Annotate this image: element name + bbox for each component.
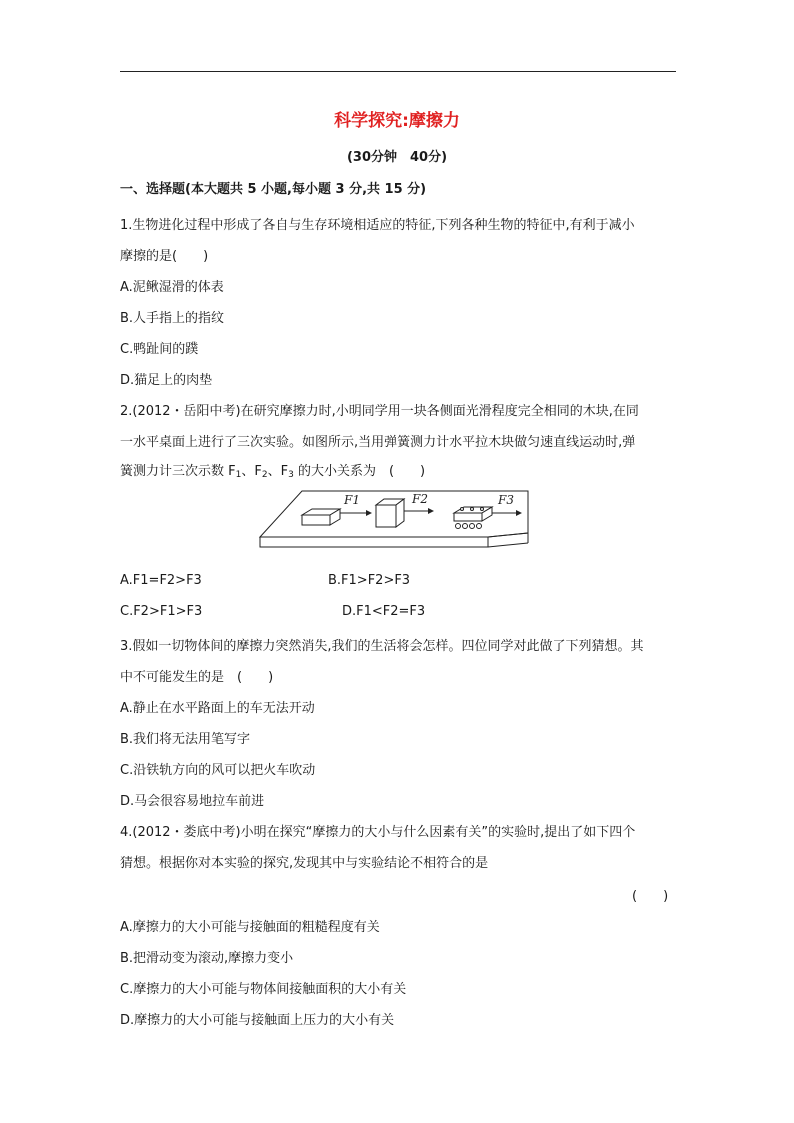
q4-option-b: B.把滑动变为滚动,摩擦力变小	[120, 951, 294, 966]
force-f3: $F_3$	[280, 464, 294, 480]
block-flat	[302, 509, 340, 525]
diagram-label-f3: F3	[498, 493, 514, 507]
q2-option-c: C.F2>F1>F3	[120, 604, 203, 619]
table-edge	[260, 537, 488, 547]
q2-stem-line1: 2.(2012・岳阳中考)在研究摩擦力时,小明同学用一块各侧面光滑程度完全相同的木块,在同	[120, 404, 639, 419]
force-f1: $F_1$	[228, 464, 242, 480]
q1-option-b: B.人手指上的指纹	[120, 311, 225, 326]
q4-option-c: C.摩擦力的大小可能与物体间接触面积的大小有关	[120, 982, 407, 997]
q4-answer-paren: ( )	[632, 889, 669, 904]
q4-option-d: D.摩擦力的大小可能与接触面上压力的大小有关	[120, 1013, 395, 1028]
q1-option-c: C.鸭趾间的蹼	[120, 342, 199, 357]
q2-option-d: D.F1<F2=F3	[342, 604, 426, 619]
q1-stem-line2: 摩擦的是( )	[120, 249, 209, 264]
q3-option-d: D.马会很容易地拉车前进	[120, 794, 265, 809]
page-title: 科学探究:摩擦力	[334, 111, 460, 131]
header-rule	[120, 71, 676, 72]
diagram-label-f2: F2	[412, 492, 428, 506]
q1-option-d: D.猫足上的肉垫	[120, 373, 213, 388]
q3-option-a: A.静止在水平路面上的车无法开动	[120, 701, 315, 716]
q3-option-c: C.沿铁轨方向的风可以把火车吹动	[120, 763, 316, 778]
q2-option-a: A.F1=F2>F3	[120, 573, 202, 588]
q4-stem-line1: 4.(2012・娄底中考)小明在探究“摩擦力的大小与什么因素有关”的实验时,提出了如下四个	[120, 825, 636, 840]
force-f2: $F_2$	[254, 464, 268, 480]
q3-option-b: B.我们将无法用笔写字	[120, 732, 251, 747]
q4-option-a: A.摩擦力的大小可能与接触面的粗糙程度有关	[120, 920, 380, 935]
block-upright	[376, 499, 404, 527]
diagram-label-f1: F1	[344, 493, 360, 507]
friction-experiment-diagram	[258, 489, 530, 553]
q1-stem-line1: 1.生物进化过程中形成了各自与生存环境相适应的特征,下列各种生物的特征中,有利于减小	[120, 218, 635, 233]
section-heading: 一、选择题(本大题共 5 小题,每小题 3 分,共 15 分)	[120, 182, 427, 197]
q4-stem-line2: 猜想。根据你对本实验的探究,发现其中与实验结论不相符合的是	[120, 856, 489, 871]
q2-stem-line2: 一水平桌面上进行了三次实验。如图所示,当用弹簧测力计水平拉木块做匀速直线运动时,弹	[120, 435, 636, 450]
q1-option-a: A.泥鳅湿滑的体表	[120, 280, 224, 295]
q3-stem-line2: 中不可能发生的是 ( )	[120, 670, 274, 685]
q2-option-b: B.F1>F2>F3	[328, 573, 411, 588]
q3-stem-line1: 3.假如一切物体间的摩擦力突然消失,我们的生活将会怎样。四位同学对此做了下列猜想。其	[120, 639, 644, 654]
q2-stem-line3: 簧测力计三次示数 $F_1$、$F_2$、$F_3$ 的大小关系为 ( )	[120, 464, 426, 480]
time-score: (30分钟 40分)	[346, 150, 448, 165]
